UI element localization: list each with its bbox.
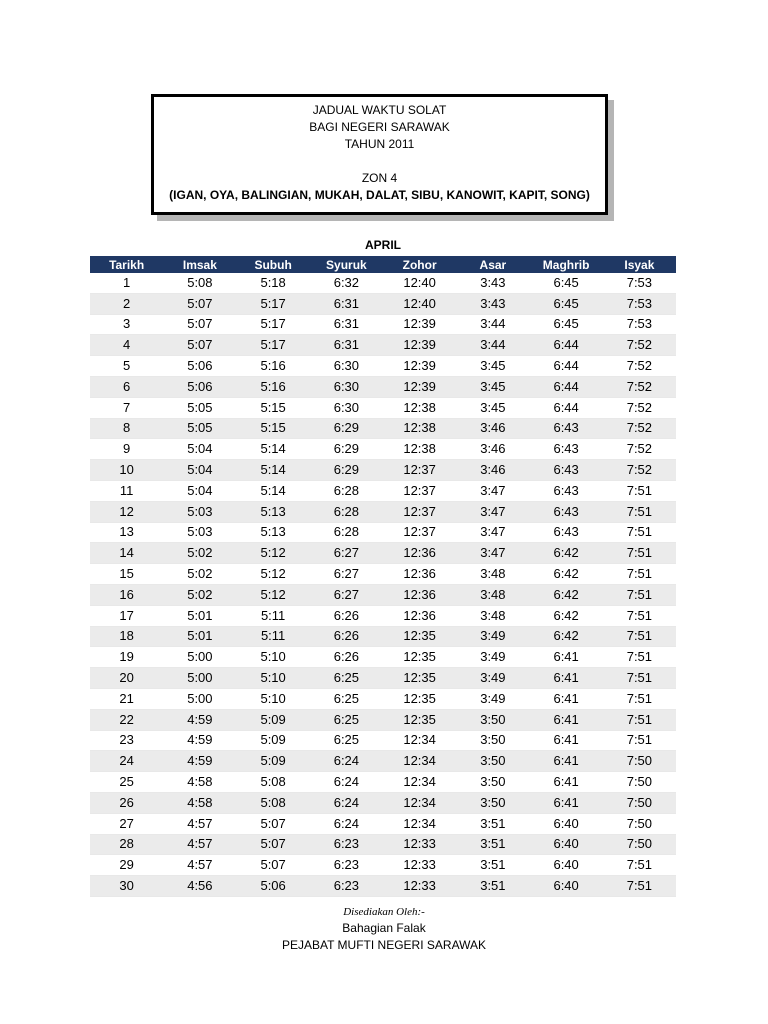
cell-isyak: 7:50 — [603, 834, 676, 855]
cell-syuruk: 6:31 — [310, 335, 383, 356]
cell-subuh: 5:07 — [237, 855, 310, 876]
cell-zohor: 12:37 — [383, 522, 456, 543]
cell-maghrib: 6:43 — [530, 418, 603, 439]
cell-syuruk: 6:25 — [310, 668, 383, 689]
cell-zohor: 12:39 — [383, 376, 456, 397]
cell-imsak: 5:00 — [163, 668, 236, 689]
cell-asar: 3:43 — [456, 293, 529, 314]
cell-maghrib: 6:40 — [530, 876, 603, 897]
cell-asar: 3:48 — [456, 605, 529, 626]
cell-zohor: 12:38 — [383, 397, 456, 418]
cell-maghrib: 6:41 — [530, 772, 603, 793]
cell-isyak: 7:52 — [603, 335, 676, 356]
table-row — [90, 460, 676, 481]
cell-syuruk: 6:29 — [310, 418, 383, 439]
cell-isyak: 7:51 — [603, 522, 676, 543]
cell-subuh: 5:09 — [237, 709, 310, 730]
cell-asar: 3:47 — [456, 480, 529, 501]
col-header-zohor: Zohor — [383, 256, 456, 273]
cell-isyak: 7:51 — [603, 605, 676, 626]
cell-zohor: 12:36 — [383, 584, 456, 605]
cell-isyak: 7:52 — [603, 418, 676, 439]
cell-tarikh: 22 — [90, 709, 163, 730]
cell-subuh: 5:07 — [237, 834, 310, 855]
cell-syuruk: 6:23 — [310, 855, 383, 876]
table-row — [90, 751, 676, 772]
cell-isyak: 7:50 — [603, 772, 676, 793]
cell-maghrib: 6:42 — [530, 543, 603, 564]
table-row — [90, 834, 676, 855]
cell-zohor: 12:36 — [383, 543, 456, 564]
cell-maghrib: 6:43 — [530, 460, 603, 481]
cell-maghrib: 6:42 — [530, 584, 603, 605]
cell-asar: 3:51 — [456, 834, 529, 855]
cell-subuh: 5:13 — [237, 501, 310, 522]
cell-tarikh: 21 — [90, 688, 163, 709]
cell-tarikh: 3 — [90, 314, 163, 335]
cell-tarikh: 8 — [90, 418, 163, 439]
cell-maghrib: 6:45 — [530, 314, 603, 335]
cell-tarikh: 19 — [90, 647, 163, 668]
table-row — [90, 584, 676, 605]
cell-isyak: 7:51 — [603, 564, 676, 585]
cell-asar: 3:50 — [456, 772, 529, 793]
cell-subuh: 5:08 — [237, 792, 310, 813]
table-row — [90, 397, 676, 418]
cell-isyak: 7:53 — [603, 273, 676, 293]
cell-tarikh: 29 — [90, 855, 163, 876]
cell-imsak: 4:59 — [163, 730, 236, 751]
cell-maghrib: 6:44 — [530, 335, 603, 356]
cell-subuh: 5:17 — [237, 335, 310, 356]
cell-tarikh: 4 — [90, 335, 163, 356]
cell-syuruk: 6:24 — [310, 772, 383, 793]
cell-imsak: 4:57 — [163, 855, 236, 876]
cell-asar: 3:43 — [456, 273, 529, 293]
cell-syuruk: 6:23 — [310, 876, 383, 897]
cell-syuruk: 6:28 — [310, 501, 383, 522]
cell-imsak: 5:06 — [163, 376, 236, 397]
cell-maghrib: 6:43 — [530, 480, 603, 501]
cell-imsak: 4:57 — [163, 834, 236, 855]
cell-tarikh: 24 — [90, 751, 163, 772]
cell-imsak: 5:03 — [163, 522, 236, 543]
cell-maghrib: 6:41 — [530, 688, 603, 709]
cell-asar: 3:49 — [456, 688, 529, 709]
table-row — [90, 876, 676, 897]
cell-asar: 3:47 — [456, 543, 529, 564]
cell-asar: 3:45 — [456, 376, 529, 397]
cell-zohor: 12:37 — [383, 460, 456, 481]
title-spacer — [154, 153, 605, 170]
cell-subuh: 5:09 — [237, 730, 310, 751]
cell-tarikh: 14 — [90, 543, 163, 564]
cell-subuh: 5:11 — [237, 605, 310, 626]
table-row — [90, 668, 676, 689]
cell-zohor: 12:38 — [383, 418, 456, 439]
table-row — [90, 688, 676, 709]
cell-subuh: 5:12 — [237, 543, 310, 564]
cell-asar: 3:51 — [456, 876, 529, 897]
table-row — [90, 335, 676, 356]
cell-isyak: 7:52 — [603, 439, 676, 460]
cell-asar: 3:49 — [456, 668, 529, 689]
table-row — [90, 709, 676, 730]
col-header-imsak: Imsak — [163, 256, 236, 273]
cell-zohor: 12:39 — [383, 314, 456, 335]
cell-zohor: 12:37 — [383, 480, 456, 501]
cell-imsak: 5:02 — [163, 564, 236, 585]
table-row — [90, 813, 676, 834]
title-line-1: JADUAL WAKTU SOLAT — [312, 103, 447, 117]
table-header-row — [90, 256, 676, 273]
cell-syuruk: 6:25 — [310, 730, 383, 751]
col-header-tarikh: Tarikh — [90, 256, 163, 273]
cell-imsak: 5:01 — [163, 626, 236, 647]
cell-isyak: 7:51 — [603, 626, 676, 647]
cell-imsak: 5:02 — [163, 543, 236, 564]
cell-asar: 3:50 — [456, 709, 529, 730]
cell-subuh: 5:10 — [237, 668, 310, 689]
cell-subuh: 5:08 — [237, 772, 310, 793]
cell-imsak: 5:00 — [163, 647, 236, 668]
cell-subuh: 5:11 — [237, 626, 310, 647]
department: Bahagian Falak — [342, 921, 426, 935]
cell-imsak: 4:58 — [163, 772, 236, 793]
cell-syuruk: 6:23 — [310, 834, 383, 855]
cell-asar: 3:46 — [456, 418, 529, 439]
cell-syuruk: 6:31 — [310, 314, 383, 335]
cell-zohor: 12:39 — [383, 356, 456, 377]
cell-syuruk: 6:32 — [310, 273, 383, 293]
prepared-by: Disediakan Oleh:- — [343, 906, 425, 918]
cell-isyak: 7:51 — [603, 876, 676, 897]
cell-tarikh: 17 — [90, 605, 163, 626]
cell-isyak: 7:51 — [603, 543, 676, 564]
table-row — [90, 564, 676, 585]
cell-subuh: 5:09 — [237, 751, 310, 772]
zone-areas: (IGAN, OYA, BALINGIAN, MUKAH, DALAT, SIBU, KANOWIT, KAPIT, SONG) — [169, 188, 590, 202]
cell-subuh: 5:14 — [237, 460, 310, 481]
cell-syuruk: 6:29 — [310, 439, 383, 460]
cell-syuruk: 6:24 — [310, 751, 383, 772]
cell-isyak: 7:53 — [603, 314, 676, 335]
cell-zohor: 12:40 — [383, 273, 456, 293]
table-row — [90, 480, 676, 501]
cell-subuh: 5:18 — [237, 273, 310, 293]
cell-tarikh: 23 — [90, 730, 163, 751]
cell-imsak: 5:04 — [163, 439, 236, 460]
cell-zohor: 12:34 — [383, 730, 456, 751]
cell-syuruk: 6:27 — [310, 584, 383, 605]
cell-imsak: 5:04 — [163, 460, 236, 481]
cell-imsak: 5:07 — [163, 293, 236, 314]
cell-syuruk: 6:26 — [310, 647, 383, 668]
table-row — [90, 439, 676, 460]
prayer-times-table — [90, 256, 676, 897]
cell-imsak: 5:05 — [163, 397, 236, 418]
cell-asar: 3:51 — [456, 855, 529, 876]
cell-maghrib: 6:41 — [530, 668, 603, 689]
cell-zohor: 12:35 — [383, 647, 456, 668]
table-row — [90, 376, 676, 397]
cell-subuh: 5:06 — [237, 876, 310, 897]
cell-maghrib: 6:41 — [530, 751, 603, 772]
cell-syuruk: 6:24 — [310, 813, 383, 834]
cell-zohor: 12:33 — [383, 834, 456, 855]
table-row — [90, 605, 676, 626]
cell-zohor: 12:33 — [383, 876, 456, 897]
cell-tarikh: 13 — [90, 522, 163, 543]
cell-tarikh: 27 — [90, 813, 163, 834]
cell-tarikh: 16 — [90, 584, 163, 605]
cell-asar: 3:49 — [456, 626, 529, 647]
cell-isyak: 7:51 — [603, 688, 676, 709]
cell-zohor: 12:38 — [383, 439, 456, 460]
table-row — [90, 314, 676, 335]
cell-imsak: 4:57 — [163, 813, 236, 834]
cell-subuh: 5:10 — [237, 688, 310, 709]
cell-subuh: 5:12 — [237, 584, 310, 605]
cell-asar: 3:45 — [456, 356, 529, 377]
cell-syuruk: 6:27 — [310, 543, 383, 564]
cell-maghrib: 6:40 — [530, 855, 603, 876]
month-heading: APRIL — [365, 238, 401, 252]
title-box — [151, 94, 608, 215]
col-header-subuh: Subuh — [237, 256, 310, 273]
cell-syuruk: 6:29 — [310, 460, 383, 481]
col-header-asar: Asar — [456, 256, 529, 273]
cell-maghrib: 6:41 — [530, 709, 603, 730]
cell-tarikh: 26 — [90, 792, 163, 813]
cell-tarikh: 20 — [90, 668, 163, 689]
cell-subuh: 5:17 — [237, 293, 310, 314]
cell-isyak: 7:51 — [603, 730, 676, 751]
cell-imsak: 5:02 — [163, 584, 236, 605]
cell-imsak: 5:03 — [163, 501, 236, 522]
cell-isyak: 7:52 — [603, 376, 676, 397]
cell-isyak: 7:53 — [603, 293, 676, 314]
cell-isyak: 7:52 — [603, 397, 676, 418]
cell-tarikh: 5 — [90, 356, 163, 377]
cell-isyak: 7:51 — [603, 501, 676, 522]
cell-imsak: 5:01 — [163, 605, 236, 626]
cell-isyak: 7:50 — [603, 751, 676, 772]
cell-asar: 3:50 — [456, 751, 529, 772]
cell-zohor: 12:39 — [383, 335, 456, 356]
cell-tarikh: 18 — [90, 626, 163, 647]
cell-syuruk: 6:30 — [310, 356, 383, 377]
cell-asar: 3:46 — [456, 439, 529, 460]
cell-zohor: 12:34 — [383, 751, 456, 772]
office-name: PEJABAT MUFTI NEGERI SARAWAK — [281, 938, 487, 952]
table-row — [90, 626, 676, 647]
cell-zohor: 12:34 — [383, 792, 456, 813]
cell-subuh: 5:16 — [237, 356, 310, 377]
cell-maghrib: 6:42 — [530, 605, 603, 626]
cell-maghrib: 6:42 — [530, 626, 603, 647]
cell-tarikh: 28 — [90, 834, 163, 855]
cell-syuruk: 6:28 — [310, 480, 383, 501]
cell-tarikh: 2 — [90, 293, 163, 314]
cell-maghrib: 6:45 — [530, 273, 603, 293]
cell-asar: 3:47 — [456, 522, 529, 543]
cell-asar: 3:49 — [456, 647, 529, 668]
table-row — [90, 356, 676, 377]
cell-subuh: 5:14 — [237, 439, 310, 460]
cell-imsak: 5:04 — [163, 480, 236, 501]
cell-tarikh: 12 — [90, 501, 163, 522]
cell-syuruk: 6:30 — [310, 397, 383, 418]
cell-tarikh: 9 — [90, 439, 163, 460]
cell-imsak: 5:07 — [163, 335, 236, 356]
cell-zohor: 12:36 — [383, 564, 456, 585]
cell-imsak: 5:06 — [163, 356, 236, 377]
cell-subuh: 5:16 — [237, 376, 310, 397]
cell-tarikh: 6 — [90, 376, 163, 397]
cell-syuruk: 6:26 — [310, 605, 383, 626]
cell-maghrib: 6:44 — [530, 376, 603, 397]
cell-asar: 3:51 — [456, 813, 529, 834]
col-header-maghrib: Maghrib — [530, 256, 603, 273]
cell-tarikh: 15 — [90, 564, 163, 585]
cell-syuruk: 6:30 — [310, 376, 383, 397]
table-row — [90, 855, 676, 876]
cell-asar: 3:47 — [456, 501, 529, 522]
cell-imsak: 5:05 — [163, 418, 236, 439]
cell-asar: 3:48 — [456, 564, 529, 585]
cell-isyak: 7:51 — [603, 855, 676, 876]
table-row — [90, 543, 676, 564]
table-row — [90, 792, 676, 813]
cell-syuruk: 6:27 — [310, 564, 383, 585]
cell-tarikh: 7 — [90, 397, 163, 418]
cell-imsak: 4:58 — [163, 792, 236, 813]
cell-imsak: 5:07 — [163, 314, 236, 335]
cell-maghrib: 6:41 — [530, 730, 603, 751]
table-row — [90, 273, 676, 293]
cell-subuh: 5:10 — [237, 647, 310, 668]
cell-asar: 3:46 — [456, 460, 529, 481]
cell-isyak: 7:51 — [603, 668, 676, 689]
cell-syuruk: 6:24 — [310, 792, 383, 813]
cell-syuruk: 6:25 — [310, 688, 383, 709]
cell-asar: 3:45 — [456, 397, 529, 418]
cell-imsak: 4:59 — [163, 751, 236, 772]
cell-tarikh: 11 — [90, 480, 163, 501]
cell-tarikh: 10 — [90, 460, 163, 481]
cell-isyak: 7:51 — [603, 709, 676, 730]
cell-subuh: 5:17 — [237, 314, 310, 335]
table-row — [90, 730, 676, 751]
cell-subuh: 5:15 — [237, 397, 310, 418]
cell-syuruk: 6:26 — [310, 626, 383, 647]
cell-syuruk: 6:31 — [310, 293, 383, 314]
cell-isyak: 7:52 — [603, 356, 676, 377]
col-header-syuruk: Syuruk — [310, 256, 383, 273]
table-row — [90, 501, 676, 522]
title-line-2: BAGI NEGERI SARAWAK — [309, 120, 450, 134]
cell-maghrib: 6:43 — [530, 439, 603, 460]
cell-asar: 3:50 — [456, 792, 529, 813]
cell-subuh: 5:12 — [237, 564, 310, 585]
cell-subuh: 5:15 — [237, 418, 310, 439]
cell-zohor: 12:35 — [383, 668, 456, 689]
title-year: TAHUN 2011 — [344, 137, 415, 151]
cell-maghrib: 6:40 — [530, 834, 603, 855]
cell-maghrib: 6:45 — [530, 293, 603, 314]
cell-syuruk: 6:25 — [310, 709, 383, 730]
cell-imsak: 5:08 — [163, 273, 236, 293]
cell-zohor: 12:35 — [383, 709, 456, 730]
cell-asar: 3:50 — [456, 730, 529, 751]
cell-isyak: 7:51 — [603, 647, 676, 668]
cell-tarikh: 25 — [90, 772, 163, 793]
col-header-isyak: Isyak — [603, 256, 676, 273]
cell-isyak: 7:50 — [603, 792, 676, 813]
table-row — [90, 293, 676, 314]
cell-subuh: 5:07 — [237, 813, 310, 834]
cell-zohor: 12:35 — [383, 688, 456, 709]
cell-isyak: 7:50 — [603, 813, 676, 834]
cell-zohor: 12:36 — [383, 605, 456, 626]
cell-tarikh: 1 — [90, 273, 163, 293]
table-row — [90, 522, 676, 543]
cell-maghrib: 6:43 — [530, 501, 603, 522]
cell-isyak: 7:52 — [603, 460, 676, 481]
cell-zohor: 12:34 — [383, 813, 456, 834]
table-row — [90, 647, 676, 668]
cell-zohor: 12:37 — [383, 501, 456, 522]
cell-isyak: 7:51 — [603, 584, 676, 605]
cell-subuh: 5:13 — [237, 522, 310, 543]
zone-label: ZON 4 — [361, 171, 398, 185]
cell-maghrib: 6:41 — [530, 647, 603, 668]
cell-imsak: 4:56 — [163, 876, 236, 897]
cell-maghrib: 6:42 — [530, 564, 603, 585]
cell-zohor: 12:33 — [383, 855, 456, 876]
cell-tarikh: 30 — [90, 876, 163, 897]
cell-maghrib: 6:43 — [530, 522, 603, 543]
cell-maghrib: 6:40 — [530, 813, 603, 834]
cell-zohor: 12:35 — [383, 626, 456, 647]
cell-subuh: 5:14 — [237, 480, 310, 501]
cell-imsak: 5:00 — [163, 688, 236, 709]
cell-zohor: 12:40 — [383, 293, 456, 314]
cell-asar: 3:48 — [456, 584, 529, 605]
table-row — [90, 772, 676, 793]
cell-asar: 3:44 — [456, 314, 529, 335]
cell-zohor: 12:34 — [383, 772, 456, 793]
cell-maghrib: 6:41 — [530, 792, 603, 813]
cell-maghrib: 6:44 — [530, 397, 603, 418]
cell-imsak: 4:59 — [163, 709, 236, 730]
cell-syuruk: 6:28 — [310, 522, 383, 543]
footer — [0, 905, 768, 954]
cell-maghrib: 6:44 — [530, 356, 603, 377]
cell-isyak: 7:51 — [603, 480, 676, 501]
table-row — [90, 418, 676, 439]
cell-asar: 3:44 — [456, 335, 529, 356]
